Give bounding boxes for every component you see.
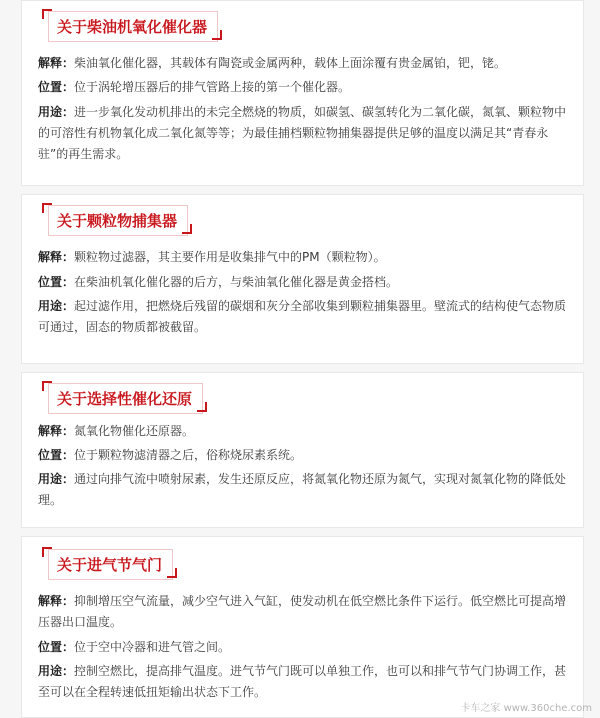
section-title-frame: [42, 9, 218, 37]
use-label: 用途：: [38, 472, 75, 486]
explanation-paragraph: [38, 421, 568, 442]
position-label: 位置：: [38, 275, 75, 289]
section-title-frame: [42, 381, 203, 409]
section-diesel-oxidation-catalyst: [21, 0, 584, 186]
use-paragraph: [38, 102, 568, 165]
explanation-text: 颗粒物过滤器，其主要作用是收集排气中的PM（颗粒物）。: [74, 250, 386, 264]
position-paragraph: [38, 445, 568, 466]
title-corner-decoration: [212, 30, 222, 40]
explanation-label: 解释：: [38, 594, 75, 608]
position-paragraph: [38, 272, 568, 293]
title-corner-decoration: [42, 9, 52, 19]
explanation-text: 柴油氧化催化器，其载体有陶瓷或金属两种，载体上面涂覆有贵金属铂，钯，铑。: [74, 56, 507, 70]
position-label: 位置：: [38, 448, 75, 462]
position-paragraph: [38, 77, 568, 98]
position-text: 位于涡轮增压器后的排气管路上接的第一个催化器。: [74, 80, 351, 94]
section-title: 关于选择性催化还原: [48, 383, 203, 414]
use-paragraph: [38, 469, 568, 511]
title-corner-decoration: [167, 568, 177, 578]
site-watermark: 卡车之家 www.360che.com: [460, 703, 592, 714]
use-paragraph: [38, 661, 568, 703]
section-title-frame: [42, 203, 188, 231]
explanation-label: 解释：: [38, 250, 75, 264]
use-label: 用途：: [38, 299, 75, 313]
title-corner-decoration: [197, 402, 207, 412]
position-text: 在柴油机氧化催化器的后方，与柴油氧化催化器是黄金搭档。: [74, 275, 399, 289]
use-text: 进一步氧化发动机排出的未完全燃烧的物质，如碳氢、碳氢转化为二氧化碳，氮氧、颗粒物中的可溶性有机物氧化成二氧化氮等等；为最佳捕档颗粒物捕集器提供足够的温度以满足其“青春永驻”的再生需求。: [38, 105, 567, 161]
section-selective-catalytic-reduction: [21, 372, 584, 528]
position-text: 位于空中冷器和进气管之间。: [74, 640, 231, 654]
title-corner-decoration: [42, 203, 52, 213]
explanation-label: 解释：: [38, 424, 75, 438]
explanation-text: 抑制增压空气流量，减少空气进入气缸，使发动机在低空燃比条件下运行。低空燃比可提高增压器出口温度。: [38, 594, 567, 629]
use-text: 起过滤作用，把燃烧后残留的碳烟和灰分全部收集到颗粒捕集器里。壁流式的结构使气态物质可通过，固态的物质都被截留。: [38, 299, 567, 334]
use-text: 控制空燃比，提高排气温度。进气节气门既可以单独工作，也可以和排气节气门协调工作，甚至可以在全程转速低扭矩输出状态下工作。: [38, 664, 567, 699]
explanation-label: 解释：: [38, 56, 75, 70]
position-label: 位置：: [38, 640, 75, 654]
section-particulate-filter: [21, 194, 584, 364]
explanation-paragraph: [38, 247, 568, 268]
explanation-text: 氮氧化物催化还原器。: [74, 424, 195, 438]
use-label: 用途：: [38, 664, 75, 678]
title-corner-decoration: [42, 547, 52, 557]
explanation-paragraph: [38, 53, 568, 74]
position-paragraph: [38, 637, 568, 658]
title-corner-decoration: [182, 224, 192, 234]
position-text: 位于颗粒物滤清器之后，俗称烧尿素系统。: [74, 448, 303, 462]
explanation-paragraph: [38, 591, 568, 633]
use-text: 通过向排气流中喷射尿素，发生还原反应，将氮氧化物还原为氮气，实现对氮氧化物的降低处理。: [38, 472, 567, 507]
use-label: 用途：: [38, 105, 75, 119]
section-title: 关于柴油机氧化催化器: [48, 11, 218, 42]
position-label: 位置：: [38, 80, 75, 94]
section-intake-throttle: [21, 536, 584, 718]
section-title-frame: [42, 547, 173, 575]
section-title: 关于进气节气门: [48, 549, 173, 580]
title-corner-decoration: [42, 381, 52, 391]
use-paragraph: [38, 296, 568, 338]
section-title: 关于颗粒物捕集器: [48, 205, 188, 236]
